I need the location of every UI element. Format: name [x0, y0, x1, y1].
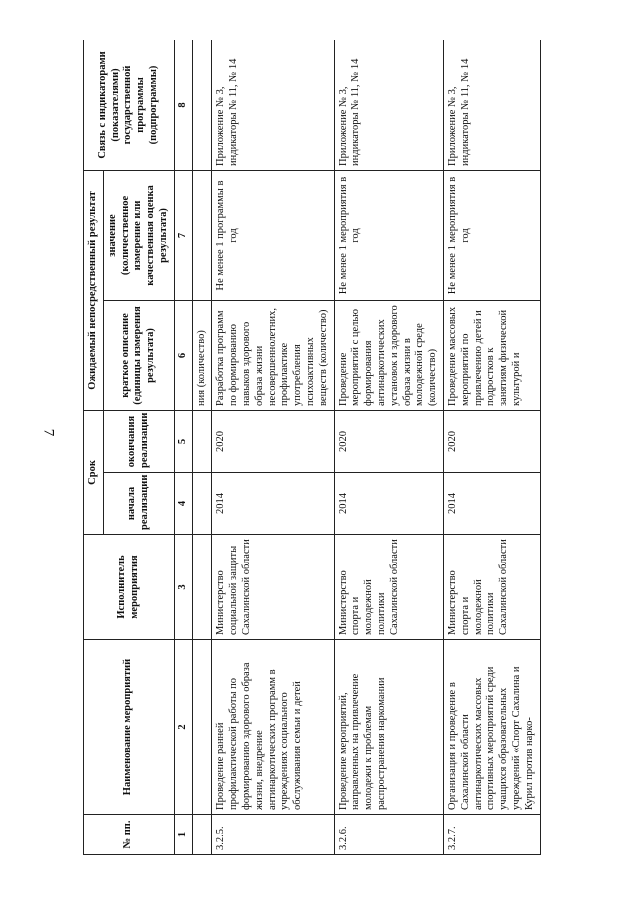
row-brief: Проведение мероприятий с целью формирования антинаркотических установок и здорового образа жизни в молодежной среде (количество) — [334, 300, 443, 410]
row-value: Не менее 1 программы в год — [212, 170, 334, 300]
header-link: Связь с индикаторами (показателями) государственной программы (подпрограммы) — [84, 40, 175, 170]
header-expected-brief: краткое описание (единицы измерения результата) — [103, 300, 174, 410]
col-number: 3 — [174, 535, 192, 640]
col-number: 5 — [174, 410, 192, 472]
column-numbers-row — [174, 40, 192, 855]
row-link: Приложение № 3, индикаторы № 11, № 14 — [443, 40, 540, 170]
header-expected: Ожидаемый непосредственный результат — [84, 170, 104, 410]
row-brief: Разработка программ по формированию навыков здорового образа жизни несовершеннолетних, профилактике употребления психоактивных веществ (количество) — [212, 300, 334, 410]
row-value: Не менее 1 мероприятия в год — [443, 170, 540, 300]
table-row — [443, 40, 540, 855]
header-expected-value: значение (количественное измерение или качественная оценка результата) — [103, 170, 174, 300]
col-number: 7 — [174, 170, 192, 300]
col-number: 4 — [174, 473, 192, 535]
header-term: Срок — [84, 410, 104, 534]
row-start: 2014 — [334, 473, 443, 535]
row-end: 2020 — [443, 410, 540, 472]
col-number: 1 — [174, 815, 192, 855]
row-executor: Министерство спорта и молодежной политики Сахалинской области — [443, 535, 540, 640]
row-name: Проведение мероприятий, направленных на привлечение молодежи к проблемам распространения наркомании — [334, 640, 443, 815]
row-executor: Министерство спорта и молодежной политики Сахалинской области — [334, 535, 443, 640]
rotated-page-content — [83, 40, 610, 855]
table-row — [212, 40, 334, 855]
row-link: Приложение № 3, индикаторы № 11, № 14 — [212, 40, 334, 170]
col-number: 8 — [174, 40, 192, 170]
row-name: Проведение ранней профилактической работы по формированию здорового образа жизни, внедрение антинаркотических программ в учреждениях социального обслуживания семьи и детей — [212, 640, 334, 815]
header-num: № пп. — [84, 815, 175, 855]
measures-table — [83, 40, 541, 855]
row-executor: Министерство социальной защиты Сахалинской области — [212, 535, 334, 640]
header-executor: Исполнитель мероприятия — [84, 535, 175, 640]
row-num: 3.2.5. — [212, 815, 334, 855]
row-end: 2020 — [212, 410, 334, 472]
row-end: 2020 — [334, 410, 443, 472]
col-number: 2 — [174, 640, 192, 815]
header-term-start: начала реализации — [103, 473, 174, 535]
table-row — [334, 40, 443, 855]
continuation-brief: ния (количество) — [192, 300, 212, 410]
row-start: 2014 — [443, 473, 540, 535]
row-brief: Проведение массовых мероприятий по привлечению детей и подростков к занятиям физической культурой и — [443, 300, 540, 410]
row-num: 3.2.7. — [443, 815, 540, 855]
continuation-row — [192, 40, 212, 855]
col-number: 6 — [174, 300, 192, 410]
page-number: 7 — [40, 428, 57, 437]
header-term-end: окончания реализации — [103, 410, 174, 472]
row-value: Не менее 1 мероприятия в год — [334, 170, 443, 300]
row-name: Организация и проведение в Сахалинской области антинаркотических массовых спортивных мероприятий среди учащихся образовательных учреждений «Спорт Сахалина и Курил против нарко- — [443, 640, 540, 815]
row-start: 2014 — [212, 473, 334, 535]
row-link: Приложение № 3, индикаторы № 11, № 14 — [334, 40, 443, 170]
landscape-table-container — [83, 40, 610, 855]
row-num: 3.2.6. — [334, 815, 443, 855]
header-name: Наименование мероприятий — [84, 640, 175, 815]
